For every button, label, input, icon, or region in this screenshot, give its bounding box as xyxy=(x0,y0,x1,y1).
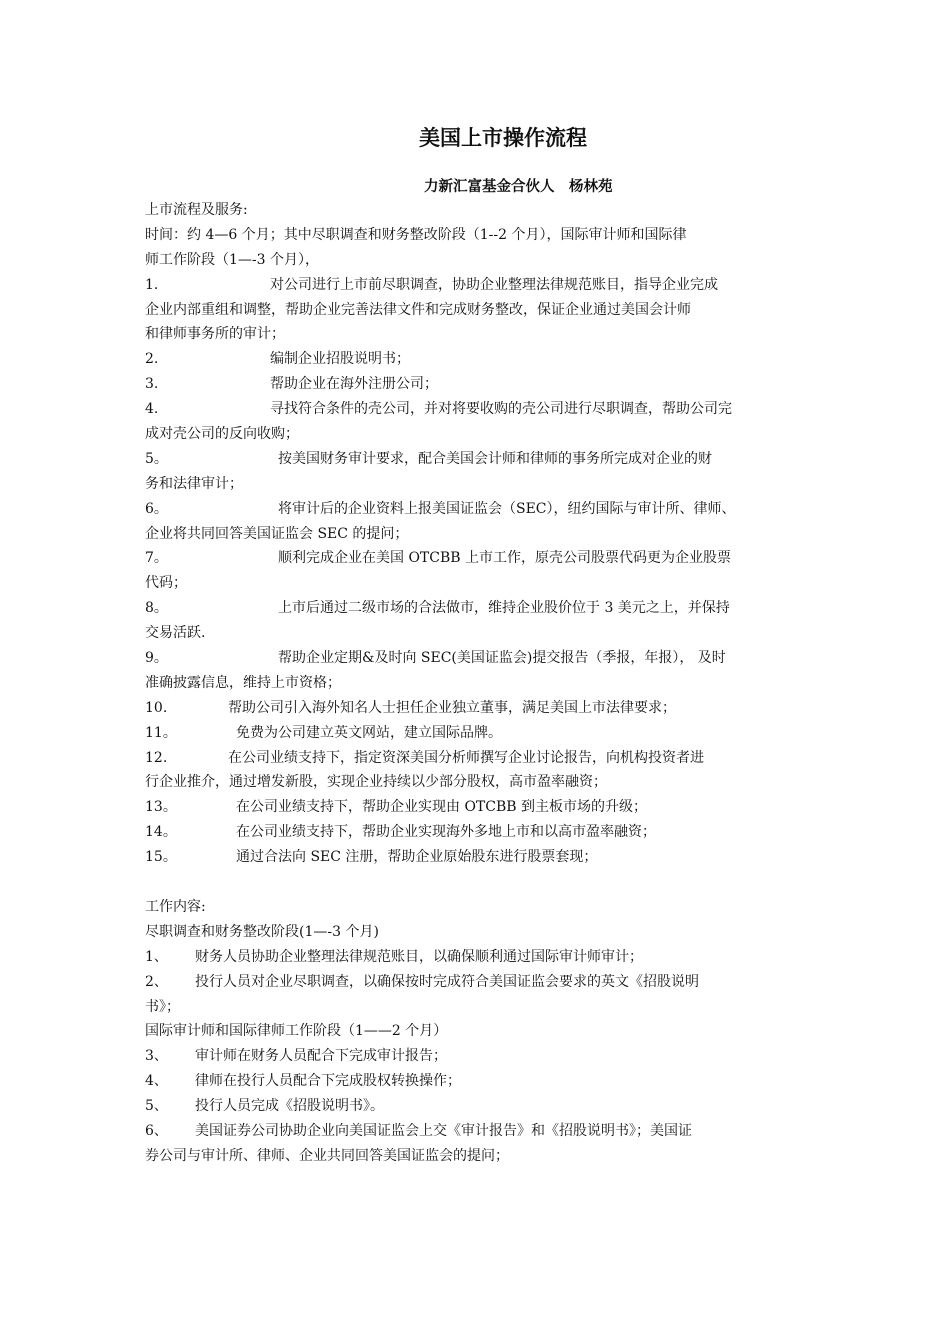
item-number: 14。 xyxy=(145,824,177,841)
item-text-cont: 交易活跃. xyxy=(145,625,206,642)
phase-heading: 国际审计师和国际律师工作阶段（1——2 个月） xyxy=(145,1023,448,1040)
item-text: 律师在投行人员配合下完成股权转换操作； xyxy=(195,1073,461,1090)
item-text: 审计师在财务人员配合下完成审计报告； xyxy=(195,1048,447,1065)
item-number: 1、 xyxy=(145,948,168,965)
document-body xyxy=(145,198,810,1169)
author-line: 力新汇富基金合伙人 杨林苑 xyxy=(424,179,613,195)
list-item xyxy=(145,347,810,372)
document-title: 美国上市操作流程 xyxy=(419,126,587,150)
item-text: 投行人员对企业尽职调查，以确保按时完成符合美国证监会要求的英文《招股说明 xyxy=(195,973,699,990)
item-text: 在公司业绩支持下，帮助企业实现由 OTCBB 到主板市场的升级； xyxy=(236,799,648,816)
item-text-cont: 企业将共同回答美国证监会 SEC 的提问； xyxy=(145,525,409,542)
list-item xyxy=(145,721,810,746)
item-text: 在公司业绩支持下，帮助企业实现海外多地上市和以高市盈率融资； xyxy=(236,824,656,841)
item-number: 9。 xyxy=(145,650,168,667)
list-item xyxy=(145,1094,810,1119)
item-number: 6。 xyxy=(145,500,168,517)
list-item xyxy=(145,497,810,522)
item-number: 3. xyxy=(145,376,159,393)
item-text-cont: 成对壳公司的反向收购； xyxy=(145,426,299,443)
item-text-cont: 券公司与审计所、律师、企业共同回答美国证监会的提问； xyxy=(145,1147,509,1164)
time-line: 时间：约 4—6 个月；其中尽职调查和财务整改阶段（1--2 个月），国际审计师和国际律 xyxy=(145,226,687,243)
list-item xyxy=(145,820,810,845)
item-text: 将审计后的企业资料上报美国证监会（SEC），纽约国际与审计所、律师、 xyxy=(278,500,736,517)
list-item xyxy=(145,273,810,298)
item-number: 13。 xyxy=(145,799,177,816)
item-text: 通过合法向 SEC 注册，帮助企业原始股东进行股票套现； xyxy=(236,849,598,866)
list-item xyxy=(145,397,810,422)
phase-heading: 尽职调查和财务整改阶段(1—-3 个月) xyxy=(145,923,379,940)
list-item xyxy=(145,795,810,820)
list-item xyxy=(145,1044,810,1069)
item-number: 15。 xyxy=(145,849,177,866)
list-item xyxy=(145,546,810,571)
list-item xyxy=(145,447,810,472)
item-number: 1. xyxy=(145,276,159,293)
item-number: 3、 xyxy=(145,1048,168,1065)
item-text: 帮助企业定期&及时向 SEC(美国证监会)提交报告（季报，年报）， 及时 xyxy=(278,650,726,667)
item-text: 投行人员完成《招股说明书》。 xyxy=(195,1098,384,1115)
item-text: 在公司业绩支持下，指定资深美国分析师撰写企业讨论报告，向机构投资者进 xyxy=(228,749,704,766)
item-number: 2、 xyxy=(145,973,168,990)
item-number: 11。 xyxy=(145,724,177,741)
section-heading: 上市流程及服务: xyxy=(145,202,248,218)
list-item xyxy=(145,845,810,870)
list-item xyxy=(145,646,810,671)
item-text-cont: 企业内部重组和调整，帮助企业完善法律文件和完成财务整改，保证企业通过美国会计师 xyxy=(145,301,691,318)
item-number: 4、 xyxy=(145,1073,168,1090)
section-heading: 工作内容: xyxy=(145,898,206,915)
time-line: 师工作阶段（1—-3 个月）， xyxy=(145,251,319,268)
item-text: 上市后通过二级市场的合法做市，维持企业股价位于 3 美元之上，并保持 xyxy=(278,600,730,617)
item-text-cont: 行企业推介，通过增发新股，实现企业持续以少部分股权，高市盈率融资； xyxy=(145,774,607,791)
item-text-cont: 务和法律审计； xyxy=(145,475,243,492)
item-number: 6、 xyxy=(145,1122,168,1139)
item-number: 12. xyxy=(145,749,168,766)
item-text-cont: 准确披露信息，维持上市资格； xyxy=(145,674,341,691)
item-number: 7。 xyxy=(145,550,168,567)
list-item xyxy=(145,372,810,397)
item-text: 顺利完成企业在美国 OTCBB 上市工作，原壳公司股票代码更为企业股票 xyxy=(278,550,732,567)
item-text-cont: 代码； xyxy=(145,575,187,592)
item-number: 10. xyxy=(145,699,168,716)
list-item xyxy=(145,970,810,995)
item-number: 2. xyxy=(145,351,159,368)
item-text: 帮助公司引入海外知名人士担任企业独立董事，满足美国上市法律要求； xyxy=(228,699,676,716)
item-text: 对公司进行上市前尽职调查，协助企业整理法律规范账目，指导企业完成 xyxy=(270,276,718,293)
list-item xyxy=(145,746,810,771)
list-item xyxy=(145,696,810,721)
item-number: 5、 xyxy=(145,1098,168,1115)
item-text: 免费为公司建立英文网站，建立国际品牌。 xyxy=(236,724,502,741)
item-number: 8。 xyxy=(145,600,168,617)
list-item xyxy=(145,1119,810,1144)
item-text: 帮助企业在海外注册公司； xyxy=(270,376,438,393)
item-number: 5。 xyxy=(145,450,168,467)
item-text: 财务人员协助企业整理法律规范账目，以确保顺利通过国际审计师审计； xyxy=(195,948,643,965)
item-text: 美国证券公司协助企业向美国证监会上交《审计报告》和《招股说明书》；美国证 xyxy=(195,1122,692,1139)
item-number: 4. xyxy=(145,401,159,418)
list-item xyxy=(145,596,810,621)
list-item xyxy=(145,1069,810,1094)
item-text-cont: 和律师事务所的审计； xyxy=(145,326,285,343)
list-item xyxy=(145,945,810,970)
item-text: 编制企业招股说明书； xyxy=(270,351,410,368)
item-text-cont: 书》； xyxy=(145,998,180,1015)
item-text: 按美国财务审计要求，配合美国会计师和律师的事务所完成对企业的财 xyxy=(278,450,712,467)
spacer xyxy=(145,870,810,895)
item-text: 寻找符合条件的壳公司，并对将要收购的壳公司进行尽职调查，帮助公司完 xyxy=(270,401,732,418)
